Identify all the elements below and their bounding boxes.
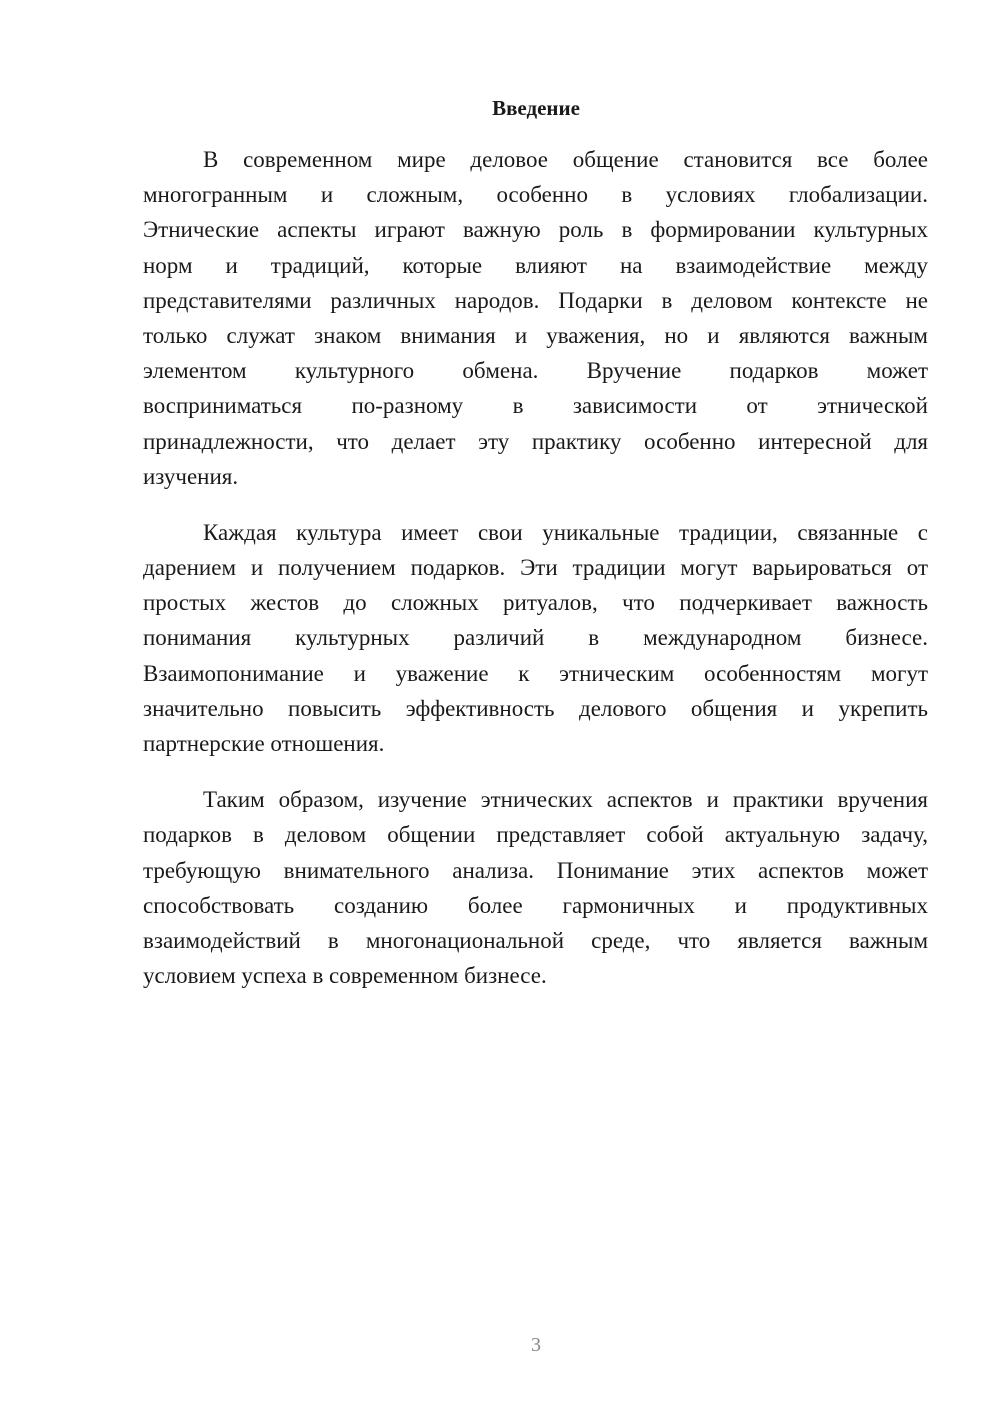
text-line: дарением и получением подарков. Эти традиции могут варьироваться от (143, 555, 928, 581)
text-line: подарков в деловом общении представляет собой актуальную задачу, (143, 822, 928, 848)
text-line: способствовать созданию более гармоничных и продуктивных (143, 892, 928, 918)
text-line: партнерские отношения. (143, 731, 385, 756)
text-line: простых жестов до сложных ритуалов, что подчеркивает важность (143, 590, 928, 616)
text-line: изучения. (143, 463, 239, 489)
paragraph (143, 782, 928, 993)
text-line: понимания культурных различий в международном бизнесе. (143, 625, 928, 651)
text-line: взаимодействий в многонациональной среде, что является важным (143, 927, 928, 953)
paragraph (143, 142, 928, 494)
section-title: Введение (492, 96, 580, 120)
text-line: Таким образом, изучение этнических аспектов и практики вручения (203, 787, 928, 813)
text-line: Каждая культура имеет свои уникальные традиции, связанные с (203, 519, 928, 545)
text-line: условием успеха в современном бизнесе. (143, 963, 547, 989)
text-line: элементом культурного обмена. Вручение подарков может (143, 358, 928, 384)
text-line: Этнические аспекты играют важную роль в формировании культурных (143, 217, 928, 243)
text-line: принадлежности, что делает эту практику особенно интересной для (143, 428, 928, 454)
text-line: норм и традиций, которые влияют на взаимодействие между (143, 252, 928, 278)
text-line: представителями различных народов. Подарки в деловом контексте не (143, 287, 928, 313)
text-line: только служат знаком внимания и уважения, но и являются важным (143, 322, 928, 348)
text-line: значительно повысить эффективность делового общения и укрепить (143, 695, 928, 721)
text-line: В современном мире деловое общение становится все более (203, 147, 928, 172)
document-body (143, 142, 928, 1014)
text-line: Взаимопонимание и уважение к этническим особенностям могут (143, 660, 928, 686)
text-line: требующую внимательного анализа. Понимание этих аспектов может (143, 857, 928, 883)
page-number: 3 (531, 1334, 541, 1356)
text-line: восприниматься по-разному в зависимости от этнической (143, 393, 928, 419)
text-line: многогранным и сложным, особенно в условиях глобализации. (143, 182, 928, 208)
paragraph (143, 515, 928, 761)
